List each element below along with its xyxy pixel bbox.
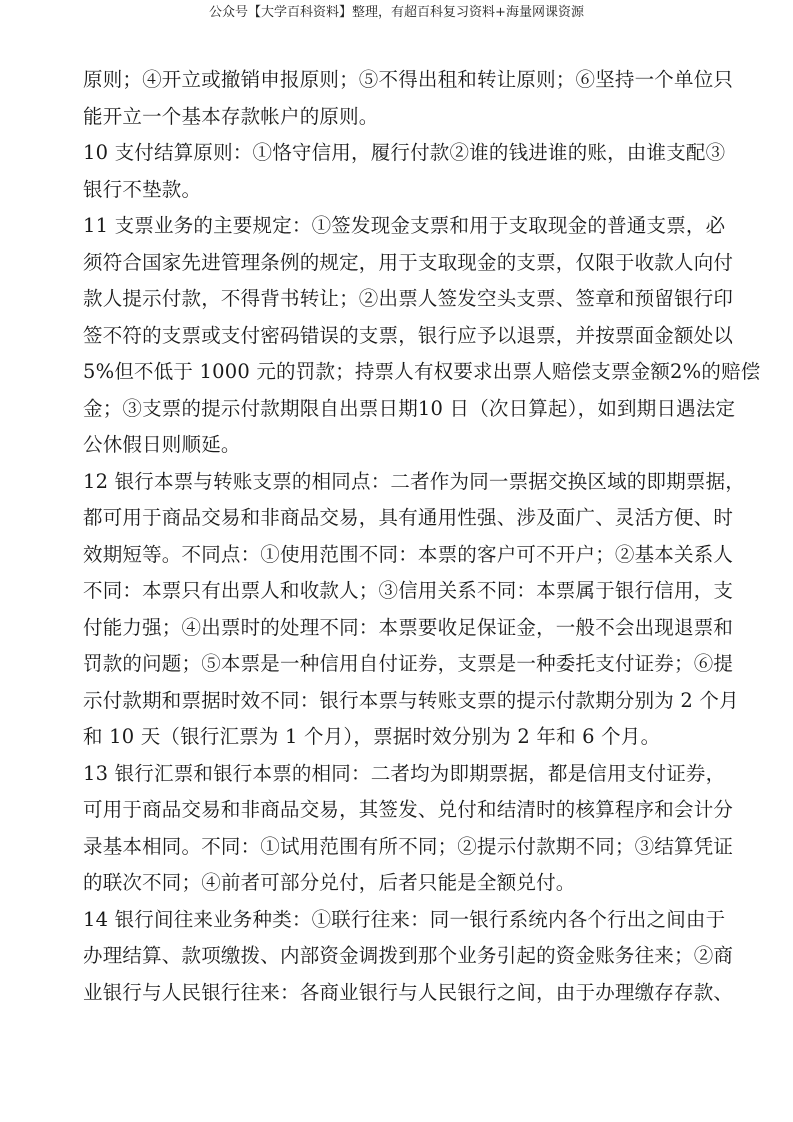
text-line: 都可用于商品交易和非商品交易，具有通用性强、涉及面广、灵活方便、时 — [83, 506, 734, 529]
text-line: 可用于商品交易和非商品交易，其签发、兑付和结清时的核算程序和会计分 — [83, 798, 734, 821]
paragraph-item-12 — [83, 464, 746, 756]
text-line: 不同：本票只有出票人和收款人；③信用关系不同：本票属于银行信用，支 — [83, 579, 734, 602]
text-line: 款人提示付款，不得背书转让；②出票人签发空头支票、签章和预留银行印 — [83, 287, 734, 310]
page-header: 公众号【大学百科资料】整理，有超百科复习资料+海量网课资源 — [209, 5, 584, 20]
text-line: 须符合国家先进管理条例的规定，用于支取现金的支票，仅限于收款人向付 — [83, 250, 734, 274]
text-line: 罚款的问题；⑤本票是一种信用自付证券，支票是一种委托支付证券；⑥提 — [83, 652, 734, 675]
text-line: 14 银行间往来业务种类：①联行往来：同一银行系统内各个行出之间由于 — [83, 907, 726, 931]
paragraph-account-principles — [83, 62, 734, 135]
text-line: 的联次不同；④前者可部分兑付，后者只能是全额兑付。 — [83, 871, 576, 894]
text-line: 11 支票业务的主要规定：①签发现金支票和用于支取现金的普通支票，必 — [83, 214, 726, 237]
text-line: 效期短等。不同点：①使用范围不同：本票的客户可不开户；②基本关系人 — [83, 542, 734, 566]
text-line: 付能力强；④出票时的处理不同：本票要收足保证金，一般不会出现退票和 — [83, 615, 734, 639]
text-line: 13 银行汇票和银行本票的相同：二者均为即期票据，都是信用支付证券， — [83, 761, 726, 785]
text-line: 12 银行本票与转账支票的相同点：二者作为同一票据交换区域的即期票据， — [83, 469, 746, 493]
document-body — [83, 62, 761, 1011]
text-line: 签不符的支票或支付密码错误的支票，银行应予以退票，并按票面金额处以 — [83, 323, 734, 347]
paragraph-item-14 — [83, 902, 734, 1012]
text-line: 能开立一个基本存款帐户的原则。 — [83, 104, 379, 128]
text-line: 原则；④开立或撤销申报原则；⑤不得出租和转让原则；⑥坚持一个单位只 — [83, 68, 734, 91]
paragraph-item-13 — [83, 756, 734, 902]
text-line: 银行不垫款。 — [83, 177, 202, 201]
text-line: 5%但不低于 1000 元的罚款；持票人有权要求出票人赔偿支票金额2%的赔偿 — [83, 360, 761, 383]
text-line: 金；③支票的提示付款期限自出票日期10 日（次日算起），如到期日遇法定 — [83, 396, 736, 420]
text-line: 业银行与人民银行往来：各商业银行与人民银行之间，由于办理缴存存款、 — [83, 980, 734, 1004]
text-line: 办理结算、款项缴拨、内部资金调拨到那个业务引起的资金账务往来；②商 — [83, 944, 734, 967]
paragraph-item-10 — [83, 135, 726, 208]
text-line: 示付款期和票据时效不同：银行本票与转账支票的提示付款期分别为 2 个月 — [83, 688, 739, 712]
text-line: 10 支付结算原则：①恪守信用，履行付款②谁的钱进谁的账，由谁支配③ — [83, 141, 726, 164]
text-line: 公休假日则顺延。 — [83, 433, 241, 456]
text-line: 和 10 天（银行汇票为 1 个月），票据时效分别为 2 年和 6 个月。 — [83, 725, 661, 748]
paragraph-item-11 — [83, 208, 761, 464]
text-line: 录基本相同。不同：①试用范围有所不同；②提示付款期不同；③结算凭证 — [83, 834, 734, 858]
